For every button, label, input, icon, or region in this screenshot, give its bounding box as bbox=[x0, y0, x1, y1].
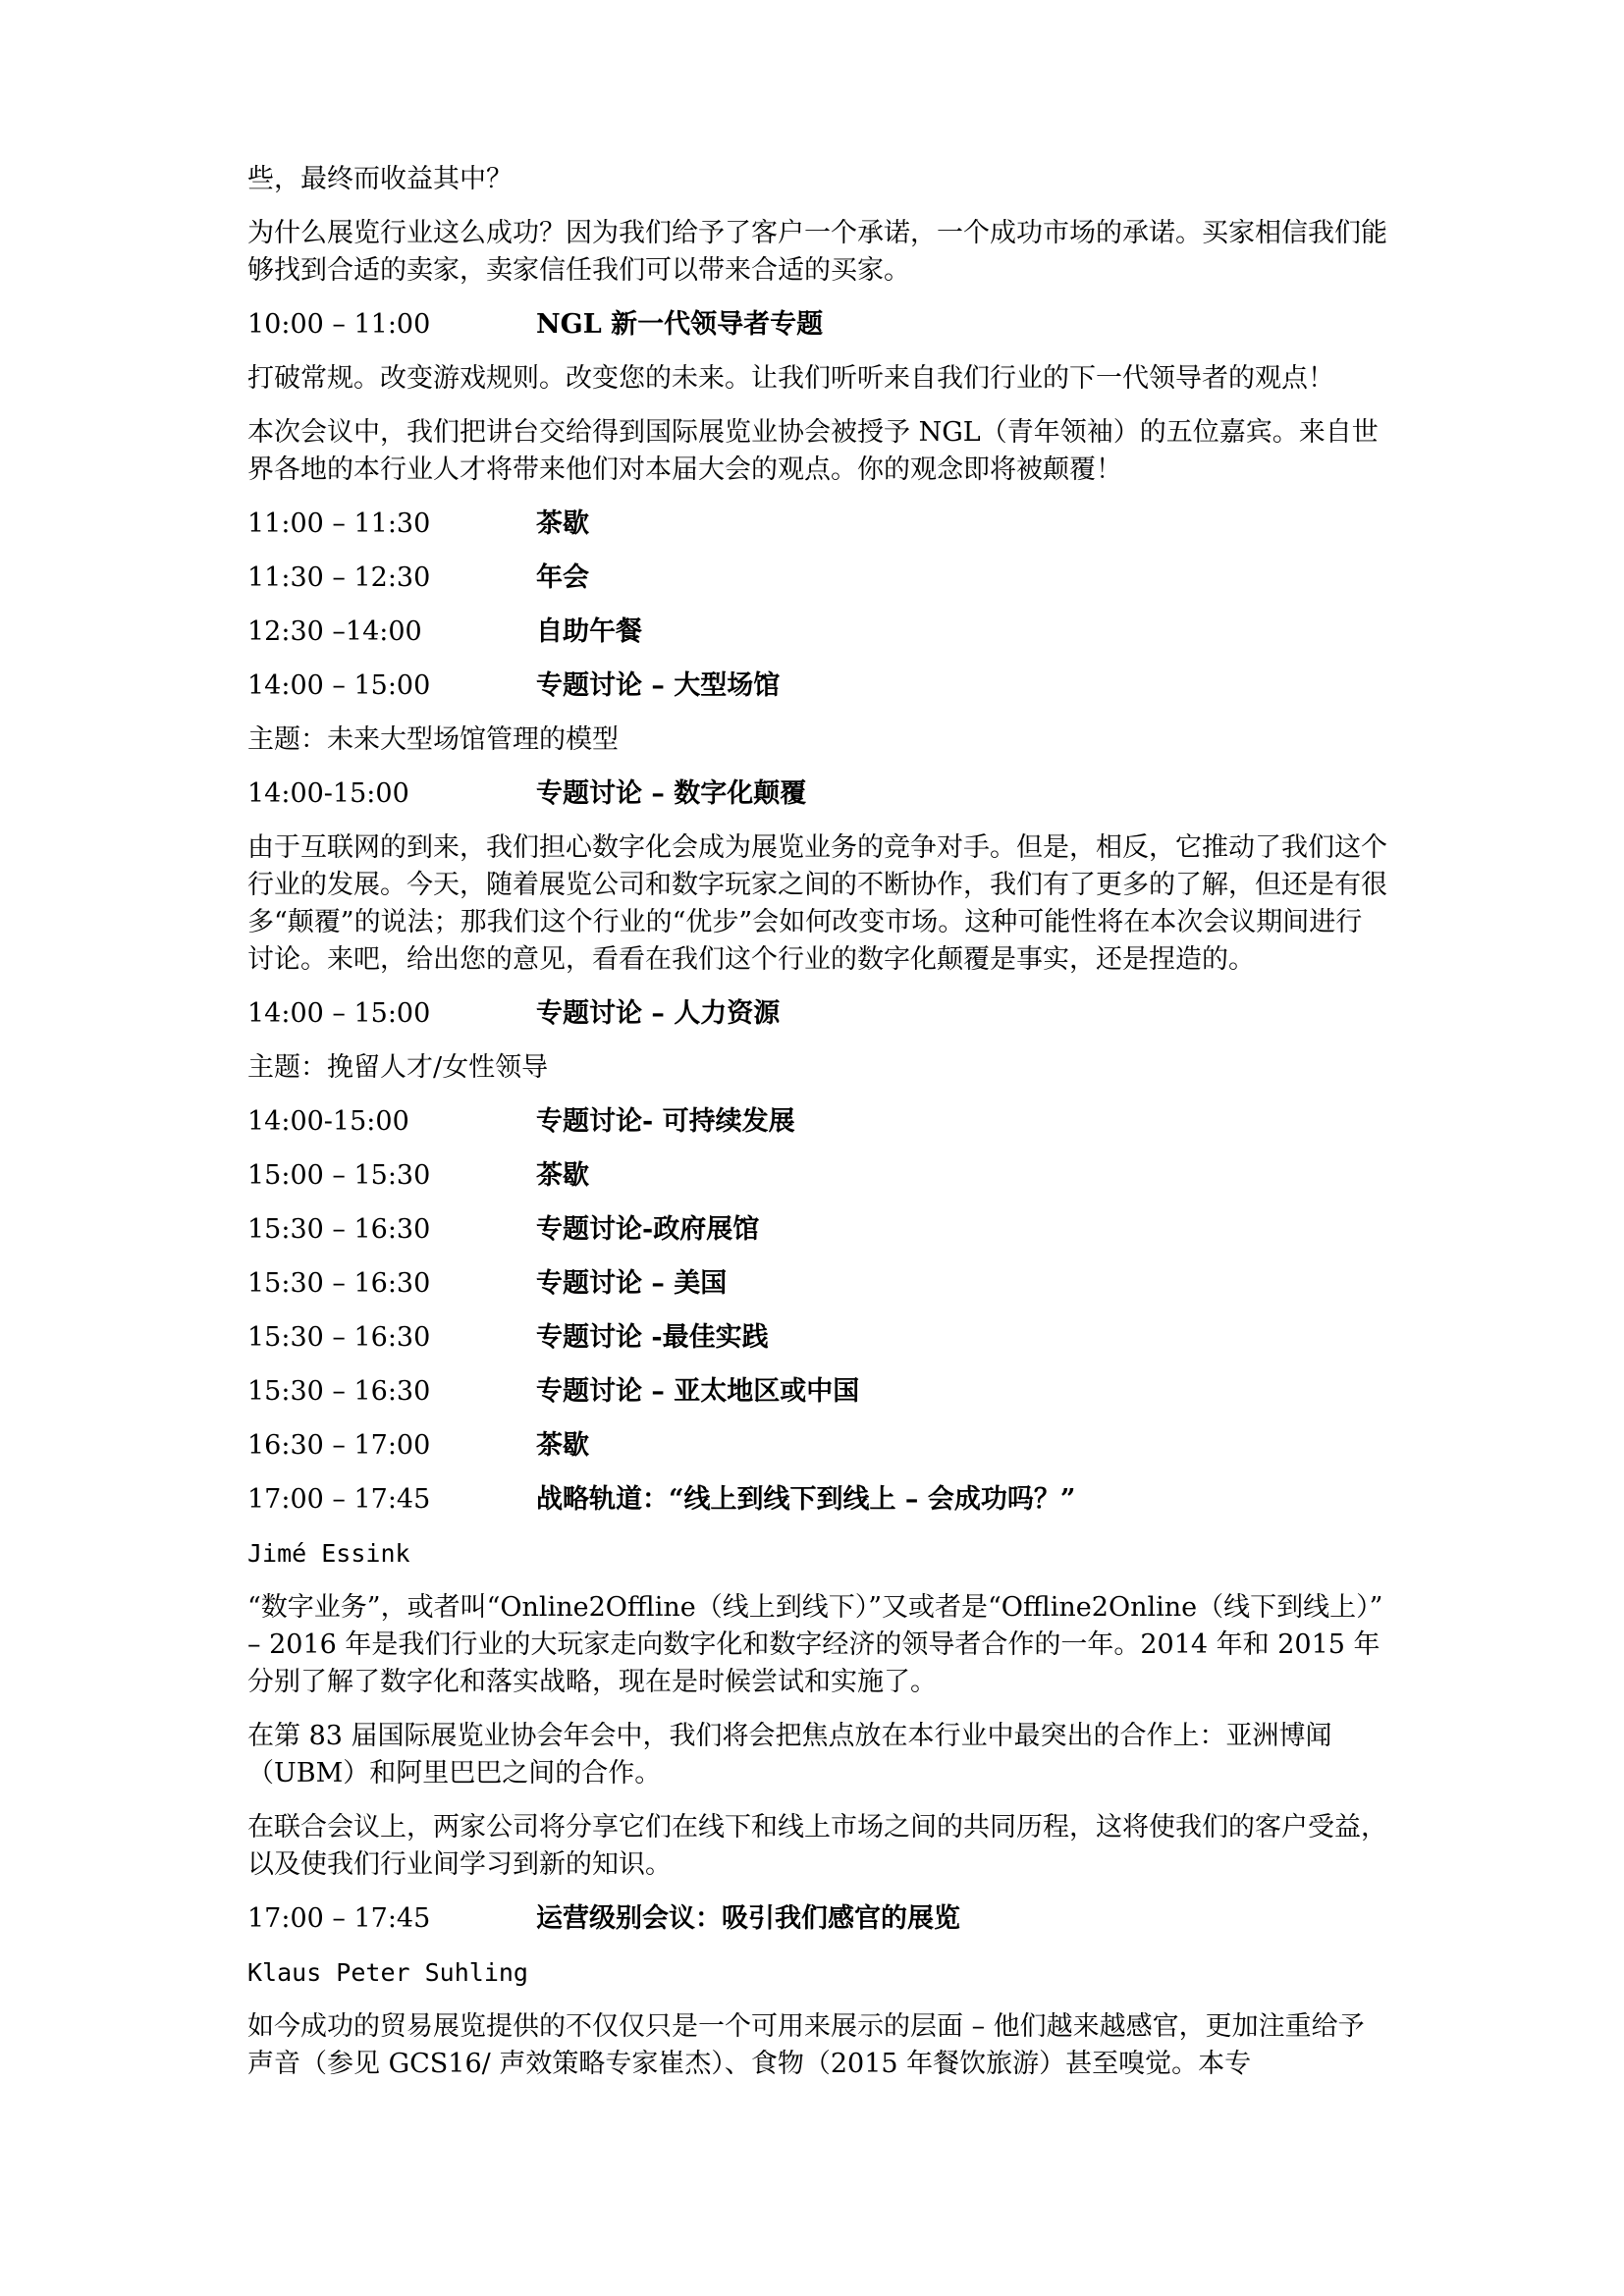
schedule-row bbox=[247, 306, 1388, 344]
session-title: 年会 bbox=[536, 562, 589, 593]
schedule-row bbox=[247, 1481, 1388, 1519]
session-time: 15:30 – 16:30 bbox=[247, 1322, 431, 1353]
session-time: 11:30 – 12:30 bbox=[247, 562, 431, 593]
schedule-row bbox=[247, 1319, 1388, 1357]
session-time: 11:00 – 11:30 bbox=[247, 508, 431, 539]
session-title: NGL 新一代领导者专题 bbox=[536, 309, 824, 340]
schedule-row bbox=[247, 775, 1388, 813]
session-title: 专题讨论 – 亚太地区或中国 bbox=[536, 1376, 860, 1407]
schedule-row bbox=[247, 1900, 1388, 1938]
session-time: 17:00 – 17:45 bbox=[247, 1903, 431, 1934]
session-title: 茶歇 bbox=[536, 508, 589, 539]
session-title: 自助午餐 bbox=[536, 616, 642, 647]
schedule-row bbox=[247, 614, 1388, 651]
schedule-row bbox=[247, 1373, 1388, 1411]
body-paragraph: 由于互联网的到来，我们担心数字化会成为展览业务的竞争对手。但是，相反，它推动了我们这个行业的发展。今天，随着展览公司和数字玩家之间的不断协作，我们有了更多的了解，但还是有很多“颠覆”的说法；那我们这个行业的“优步”会如何改变市场。这种可能性将在本次会议期间进行讨论。来吧，给出您的意见，看看在我们这个行业的数字化颠覆是事实，还是捏造的。 bbox=[247, 832, 1387, 975]
body-paragraph: 主题：未来大型场馆管理的模型 bbox=[247, 724, 619, 755]
session-time: 15:30 – 16:30 bbox=[247, 1376, 431, 1407]
session-time: 17:00 – 17:45 bbox=[247, 1484, 431, 1515]
session-title: 专题讨论 – 美国 bbox=[536, 1268, 728, 1299]
session-title: 专题讨论 – 人力资源 bbox=[536, 998, 781, 1029]
body-paragraph: “数字业务”，或者叫“Online2Offline（线上到线下）”又或者是“Offline2Online（线下到线上）” – 2016 年是我们行业的大玩家走向数字化和数字经济的领导者合作的一年。2014 年和 2015 年分别了解了数字化和落实战略，现在是时候尝试和实施了。 bbox=[247, 1592, 1383, 1697]
schedule-row bbox=[247, 560, 1388, 597]
page-content bbox=[247, 161, 1388, 2100]
schedule-row bbox=[247, 667, 1388, 705]
schedule-row bbox=[247, 1103, 1388, 1141]
session-title: 专题讨论-政府展馆 bbox=[536, 1214, 760, 1245]
session-time: 10:00 – 11:00 bbox=[247, 309, 431, 340]
session-time: 14:00 – 15:00 bbox=[247, 670, 431, 701]
session-time: 14:00 – 15:00 bbox=[247, 998, 431, 1029]
body-paragraph: 主题：挽留人才/女性领导 bbox=[247, 1052, 549, 1083]
session-title: 专题讨论 – 数字化颠覆 bbox=[536, 778, 807, 809]
schedule-row bbox=[247, 1427, 1388, 1465]
session-time: 15:30 – 16:30 bbox=[247, 1268, 431, 1299]
body-paragraph: 打破常规。改变游戏规则。改变您的未来。让我们听听来自我们行业的下一代领导者的观点！ bbox=[247, 363, 1334, 394]
schedule-row bbox=[247, 1211, 1388, 1249]
session-title: 专题讨论 -最佳实践 bbox=[536, 1322, 769, 1353]
session-time: 14:00-15:00 bbox=[247, 1106, 409, 1137]
session-title: 运营级别会议：吸引我们感官的展览 bbox=[536, 1903, 960, 1934]
session-time: 16:30 – 17:00 bbox=[247, 1430, 431, 1461]
session-time: 14:00-15:00 bbox=[247, 778, 409, 809]
body-paragraph: 本次会议中，我们把讲台交给得到国际展览业协会被授予 NGL（青年领袖）的五位嘉宾。来自世界各地的本行业人才将带来他们对本届大会的观点。你的观念即将被颠覆！ bbox=[247, 417, 1379, 485]
speaker-name: Klaus Peter Suhling bbox=[247, 1958, 528, 1987]
session-title: 专题讨论 – 大型场馆 bbox=[536, 670, 781, 701]
session-title: 专题讨论- 可持续发展 bbox=[536, 1106, 795, 1137]
session-title: 茶歇 bbox=[536, 1430, 589, 1461]
body-paragraph: 为什么展览行业这么成功？因为我们给予了客户一个承诺，一个成功市场的承诺。买家相信我们能够找到合适的卖家，卖家信任我们可以带来合适的买家。 bbox=[247, 218, 1387, 286]
speaker-name: Jimé Essink bbox=[247, 1539, 410, 1568]
schedule-row bbox=[247, 1157, 1388, 1195]
session-title: 茶歇 bbox=[536, 1160, 589, 1191]
body-paragraph: 在联合会议上，两家公司将分享它们在线下和线上市场之间的共同历程，这将使我们的客户受益，以及使我们行业间学习到新的知识。 bbox=[247, 1812, 1387, 1880]
schedule-row bbox=[247, 995, 1388, 1033]
session-time: 12:30 –14:00 bbox=[247, 616, 422, 647]
schedule-row bbox=[247, 1265, 1388, 1303]
body-paragraph: 些，最终而收益其中？ bbox=[247, 164, 513, 194]
body-paragraph: 如今成功的贸易展览提供的不仅仅只是一个可用来展示的层面 – 他们越来越感官，更加注重给予声音（参见 GCS16/ 声效策略专家崔杰）、食物（2015 年餐饮旅游）甚至嗅觉。本专 bbox=[247, 2011, 1365, 2079]
session-title: 战略轨道：“线上到线下到线上 – 会成功吗？” bbox=[536, 1484, 1076, 1515]
session-time: 15:30 – 16:30 bbox=[247, 1214, 431, 1245]
session-time: 15:00 – 15:30 bbox=[247, 1160, 431, 1191]
body-paragraph: 在第 83 届国际展览业协会年会中，我们将会把焦点放在本行业中最突出的合作上：亚洲博闻（UBM）和阿里巴巴之间的合作。 bbox=[247, 1721, 1332, 1789]
schedule-row bbox=[247, 506, 1388, 543]
